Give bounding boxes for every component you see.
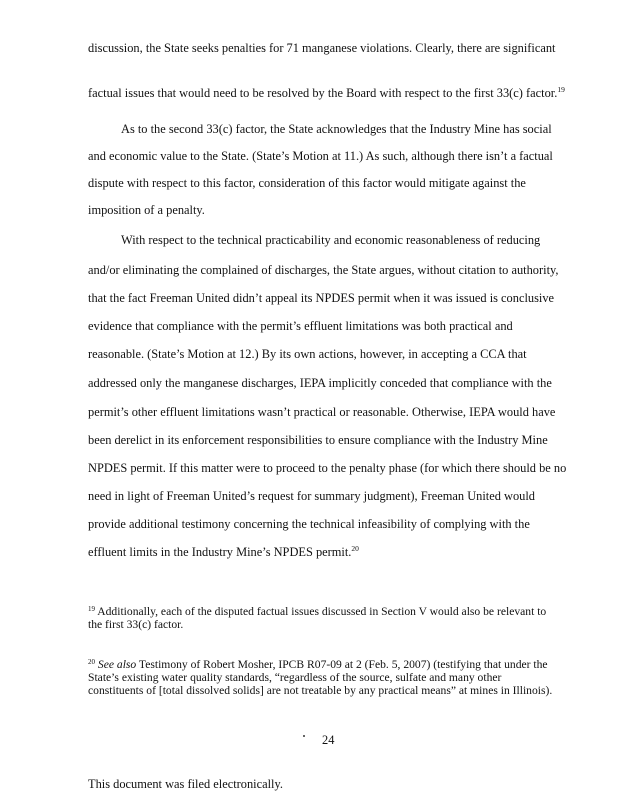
body-line: need in light of Freeman United’s request for summary judgment), Freeman United would [88, 489, 535, 503]
body-line: dispute with respect to this factor, consideration of this factor would mitigate against the [88, 176, 526, 190]
body-line: and/or eliminating the complained of discharges, the State argues, without citation to authority, [88, 263, 559, 277]
body-line: factual issues that would need to be resolved by the Board with respect to the first 33(c) factor.$^{19}$ [88, 85, 565, 100]
body-line: permit’s other effluent limitations wasn’t practical or reasonable. Otherwise, IEPA would have [88, 405, 556, 419]
body-line: With respect to the technical practicability and economic reasonableness of reducing [121, 233, 541, 247]
footnote-ref-20: 20 [351, 544, 359, 553]
footnote-text: Additionally, each of the disputed factual issues discussed in Section V would also be relevant to the first 33(c) factor. [88, 605, 547, 631]
footnote-label: 20 [88, 658, 95, 666]
body-line: reasonable. (State’s Motion at 12.) By its own actions, however, in accepting a CCA that [88, 347, 527, 361]
footnote-text: Testimony of Robert Mosher, IPCB R07-09 at 2 (Feb. 5, 2007) (testifying that under the State’s existing water quality standards, “regardless of the source, sulfate and many other constituents of [total dissolved solids] are not treatable by any practical means” at mines in Illinois). [88, 658, 553, 697]
footnote-20 [88, 656, 558, 697]
footnote-19 [88, 603, 558, 631]
body-line: imposition of a penalty. [88, 203, 205, 217]
body-line: been derelict in its enforcement responsibilities to ensure compliance with the Industry Mine [88, 433, 548, 447]
body-line: NPDES permit. If this matter were to proceed to the penalty phase (for which there should be no [88, 461, 567, 475]
body-line: evidence that compliance with the permit’s effluent limitations was both practical and [88, 319, 513, 333]
body-line: As to the second 33(c) factor, the State acknowledges that the Industry Mine has social [121, 122, 552, 136]
footnote-ref-19: 19 [557, 85, 565, 94]
body-line: provide additional testimony concerning the technical infeasibility of complying with the [88, 517, 530, 531]
body-line: addressed only the manganese discharges, IEPA implicitly conceded that compliance with the [88, 376, 552, 390]
stray-mark [303, 735, 305, 737]
body-line: discussion, the State seeks penalties for 71 manganese violations. Clearly, there are significant [88, 41, 556, 55]
footnote-label: 19 [88, 605, 95, 613]
filed-notice: This document was filed electronically. [88, 777, 283, 791]
body-line: effluent limits in the Industry Mine’s NPDES permit.$^{20}$ [88, 544, 359, 559]
body-line: that the fact Freeman United didn’t appeal its NPDES permit when it was issued is conclusive [88, 291, 555, 305]
footnote-signal: See also [97, 658, 137, 671]
body-line: and economic value to the State. (State’s Motion at 11.) As such, although there isn’t a factual [88, 149, 553, 163]
page-number: 24 [322, 733, 335, 747]
